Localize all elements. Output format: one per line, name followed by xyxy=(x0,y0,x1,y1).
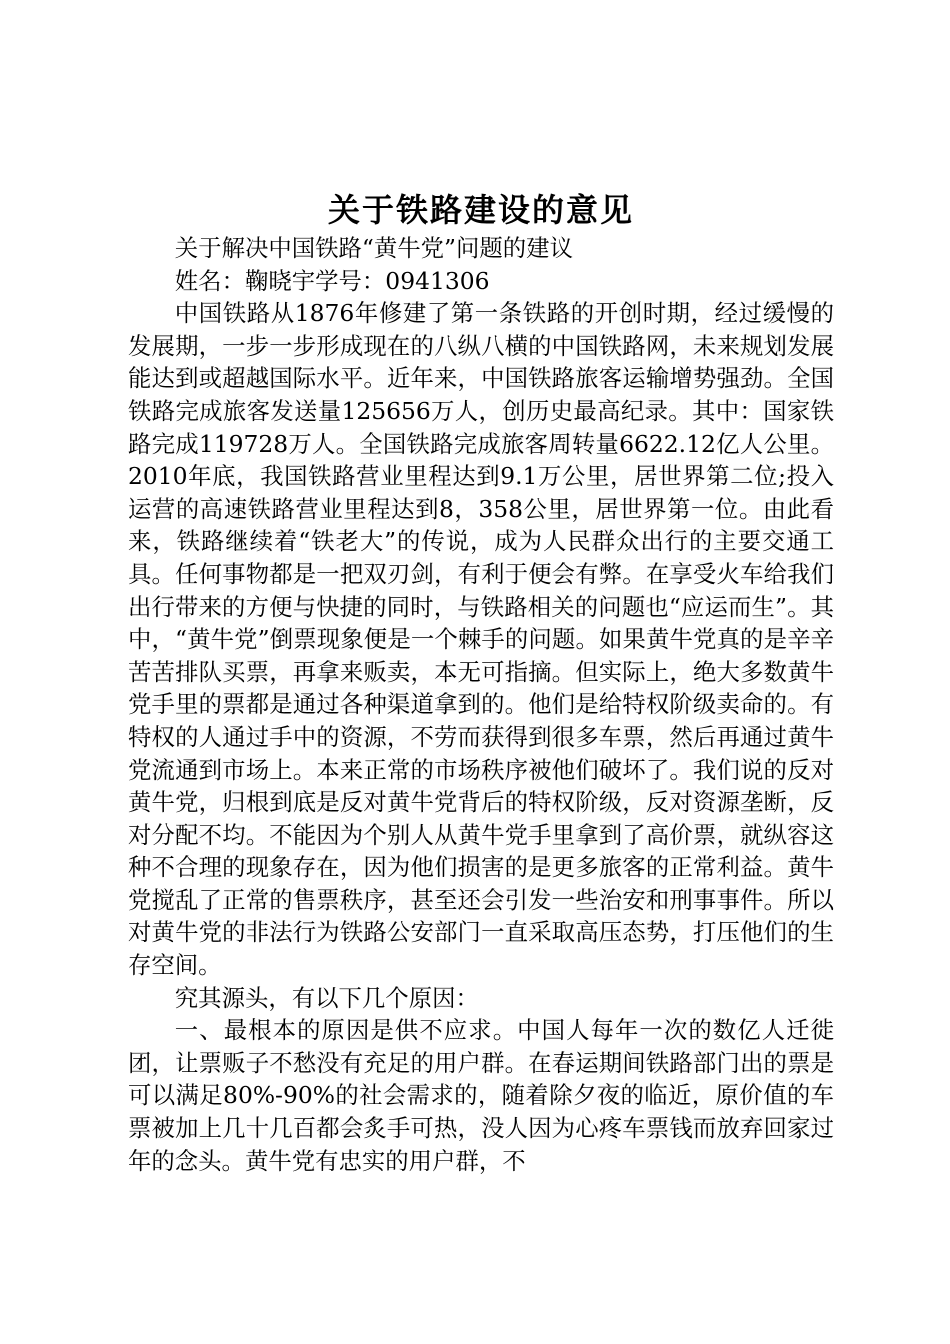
subtitle-paragraph: 关于解决中国铁路“黄牛党”问题的建议 xyxy=(174,234,573,262)
author-line: 姓名：鞠晓宇学号：0941306 xyxy=(174,266,490,295)
body-paragraph: 中国铁路从1876年修建了第一条铁路的开创时期，经过缓慢的发展期，一步一步形成现在的八纵八横的中国铁路网，未来规划发展能达到或超越国际水平。近年来，中国铁路旅客运输增势强劲。全国铁路完成旅客发送量125656万人，创历史最高纪录。其中：国家铁路完成119728万人。全国铁路完成旅客周转量6622.12亿人公里。2010年底，我国铁路营业里程达到9.1万公里，居世界第二位;投入运营的高速铁路营业里程达到8，358公里，居世界第一位。由此看来，铁路继续着“铁老大”的传说，成为人民群众出行的主要交通工具。任何事物都是一把双刃剑，有利于便会有弊。在享受火车给我们出行带来的方便与快捷的同时，与铁路相关的问题也“应运而生”。其中，“黄牛党”倒票现象便是一个棘手的问题。如果黄牛党真的是辛辛苦苦排队买票，再拿来贩卖，本无可指摘。但实际上，绝大多数黄牛党手里的票都是通过各种渠道拿到的。他们是给特权阶级卖命的。有特权的人通过手中的资源，不劳而获得到很多车票，然后再通过黄牛党流通到市场上。本来正常的市场秩序被他们破坏了。我们说的反对黄牛党，归根到底是反对黄牛党背后的特权阶级，反对资源垄断，反对分配不均。不能因为个别人从黄牛党手里拿到了高价票，就纵容这种不合理的现象存在，因为他们损害的是更多旅客的正常利益。黄牛党搅乱了正常的售票秩序，甚至还会引发一些治安和刑事事件。所以对黄牛党的非法行为铁路公安部门一直采取高压态势，打压他们的生存空间。 xyxy=(128,299,834,980)
document-title: 关于铁路建设的意见 xyxy=(327,191,634,229)
body-paragraph: 究其源头，有以下几个原因： xyxy=(174,983,479,1012)
body-paragraph: 一、最根本的原因是供不应求。中国人每年一次的数亿人迁徙团，让票贩子不愁没有充足的用户群。在春运期间铁路部门出的票是可以满足80%-90%的社会需求的，随着除夕夜的临近，原价值的车票被加上几十几百都会炙手可热，没人因为心疼车票钱而放弃回家过年的念头。黄牛党有忠实的用户群，不 xyxy=(128,1016,834,1175)
document-body xyxy=(128,188,834,1177)
